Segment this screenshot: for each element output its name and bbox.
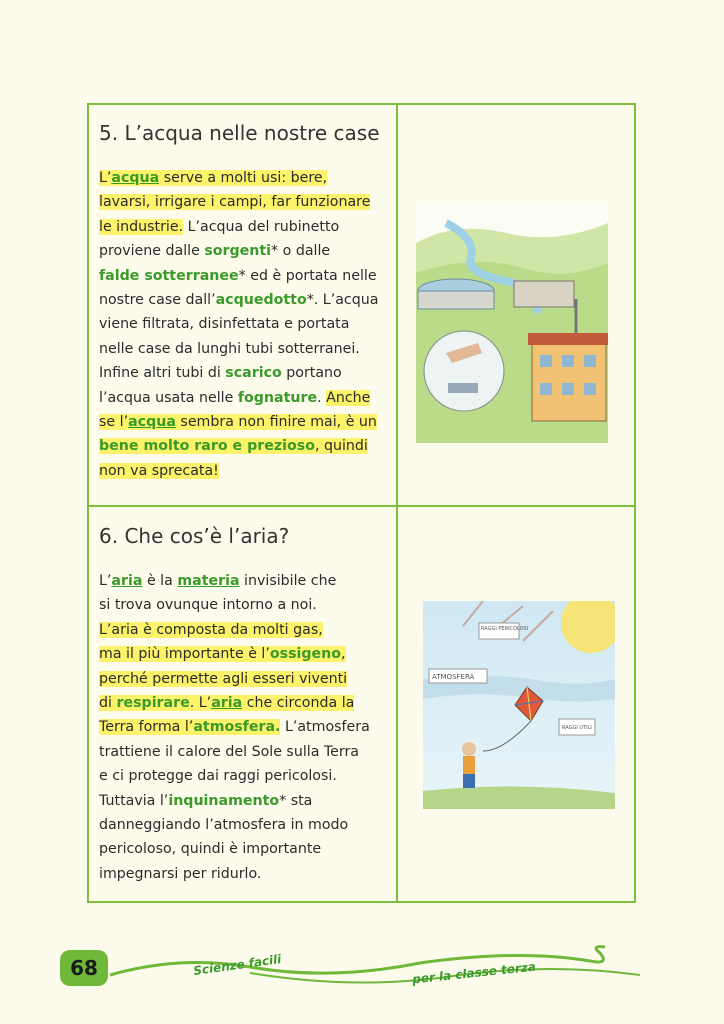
water-text-line	[99, 361, 391, 385]
label-atmosfera: ATMOSFERA	[432, 673, 475, 681]
keyword: fognature	[237, 389, 318, 406]
section-water	[99, 121, 391, 483]
text-segment: proviene dalle	[99, 243, 205, 260]
air-text-line	[99, 813, 391, 837]
keyword: acquedotto	[215, 292, 307, 309]
water-text-line	[99, 215, 391, 239]
keyword: respirare	[116, 695, 190, 712]
text-segment: di	[99, 695, 117, 712]
water-text-line	[99, 166, 391, 190]
water-text-line	[99, 459, 391, 483]
text-segment: non va sprecata!	[99, 462, 219, 479]
text-segment: L’	[99, 170, 112, 186]
text-segment: sembra non finire mai, è un	[175, 414, 377, 431]
text-segment: * ed è portata nelle	[238, 267, 377, 284]
text-segment: L’aria è composta da molti gas,	[99, 621, 323, 638]
keyword: scarico	[225, 365, 282, 382]
footer-title: Scienze facili	[192, 951, 283, 979]
keyword: sorgenti	[204, 243, 272, 260]
text-segment: lavarsi, irrigare i campi, far funzionare	[99, 194, 371, 211]
text-segment: l’acqua usata nelle	[99, 389, 238, 406]
water-text-line	[99, 337, 391, 361]
water-text-line	[99, 312, 391, 336]
text-segment: impegnarsi per ridurlo.	[99, 865, 262, 882]
keyword: acqua	[128, 414, 176, 431]
air-text-line	[99, 593, 391, 617]
text-segment: * sta	[279, 792, 313, 809]
text-segment: le industrie.	[99, 218, 184, 235]
text-segment: Terra forma l’	[99, 719, 194, 736]
air-text-line	[99, 569, 391, 593]
text-segment: danneggiando l’atmosfera in modo	[99, 817, 349, 834]
text-segment: . L’	[189, 695, 212, 712]
text-segment: *. L’acqua	[306, 292, 379, 309]
air-illustration	[423, 601, 615, 809]
text-segment: pericoloso, quindi è importante	[99, 841, 322, 858]
text-segment: nostre case dall’	[99, 292, 216, 309]
section-water-title: 5. L’acqua nelle nostre case	[99, 121, 380, 145]
water-text-line	[99, 239, 391, 263]
keyword: aria	[111, 573, 143, 589]
text-segment: si trova ovunque intorno a noi.	[99, 597, 317, 614]
section-air-text	[99, 569, 391, 886]
water-text-line	[99, 434, 391, 458]
text-segment: Tuttavia l’	[99, 792, 169, 809]
label-raggi-pericolosi: RAGGI PERICOLOSI	[481, 626, 529, 632]
keyword: atmosfera.	[193, 719, 281, 736]
water-text-line	[99, 288, 391, 312]
footer-swirl	[100, 945, 660, 995]
atmosphere-picture	[423, 601, 615, 809]
text-segment: perché permette agli esseri viventi	[99, 670, 348, 687]
section-water-text	[99, 166, 391, 483]
keyword: materia	[177, 573, 240, 589]
air-text-line	[99, 837, 391, 861]
text-segment: trattiene il calore del Sole sulla Terra	[99, 743, 359, 760]
air-text-line	[99, 715, 391, 739]
grid-divider-vertical	[396, 103, 398, 903]
water-text-line	[99, 264, 391, 288]
text-segment: L’acqua del rubinetto	[183, 218, 340, 235]
air-text-line	[99, 789, 391, 813]
text-segment: L’atmosfera	[280, 719, 370, 736]
keyword: inquinamento	[168, 792, 280, 809]
keyword: bene molto raro e prezioso	[99, 438, 315, 455]
text-segment: Infine altri tubi di	[99, 365, 226, 382]
water-text-line	[99, 410, 391, 434]
water-supply-picture	[416, 203, 608, 443]
text-segment: , quindi	[314, 438, 368, 455]
keyword: acqua	[111, 170, 160, 186]
text-segment: portano	[281, 365, 342, 382]
air-text-line	[99, 862, 391, 886]
text-segment: viene filtrata, disinfettata e portata	[99, 316, 350, 333]
air-text-line	[99, 642, 391, 666]
water-text-line	[99, 190, 391, 214]
text-segment: .	[317, 389, 327, 406]
text-segment: serve a molti usi: bere,	[159, 170, 328, 186]
page-number: 68	[60, 950, 108, 986]
text-segment: L’	[99, 573, 112, 589]
air-text-line	[99, 618, 391, 642]
air-text-line	[99, 764, 391, 788]
footer-subtitle: per la classe terza	[411, 959, 537, 987]
text-segment: ma il più importante è l’	[99, 646, 270, 663]
section-air-title: 6. Che cos’è l’aria?	[99, 524, 290, 548]
label-raggi-utili: RAGGI UTILI	[562, 725, 592, 731]
text-segment: se l’	[99, 414, 129, 431]
water-illustration	[416, 203, 608, 443]
text-segment: Anche	[326, 389, 371, 406]
section-air	[99, 524, 391, 886]
text-segment: invisibile che	[239, 573, 337, 589]
text-segment: che circonda la	[242, 695, 355, 712]
text-segment: e ci protegge dai raggi pericolosi.	[99, 768, 337, 785]
keyword: ossigeno	[269, 646, 342, 663]
air-text-line	[99, 740, 391, 764]
text-segment: ,	[341, 646, 346, 663]
child-icon	[462, 742, 476, 756]
grid-divider-horizontal	[87, 505, 636, 507]
text-segment: è la	[142, 573, 178, 589]
keyword: aria	[211, 695, 243, 712]
air-text-line	[99, 667, 391, 691]
text-segment: * o dalle	[271, 243, 331, 260]
keyword: falde sotterranee	[99, 267, 239, 284]
air-text-line	[99, 691, 391, 715]
text-segment: nelle case da lunghi tubi sotterranei.	[99, 340, 360, 357]
water-text-line	[99, 386, 391, 410]
